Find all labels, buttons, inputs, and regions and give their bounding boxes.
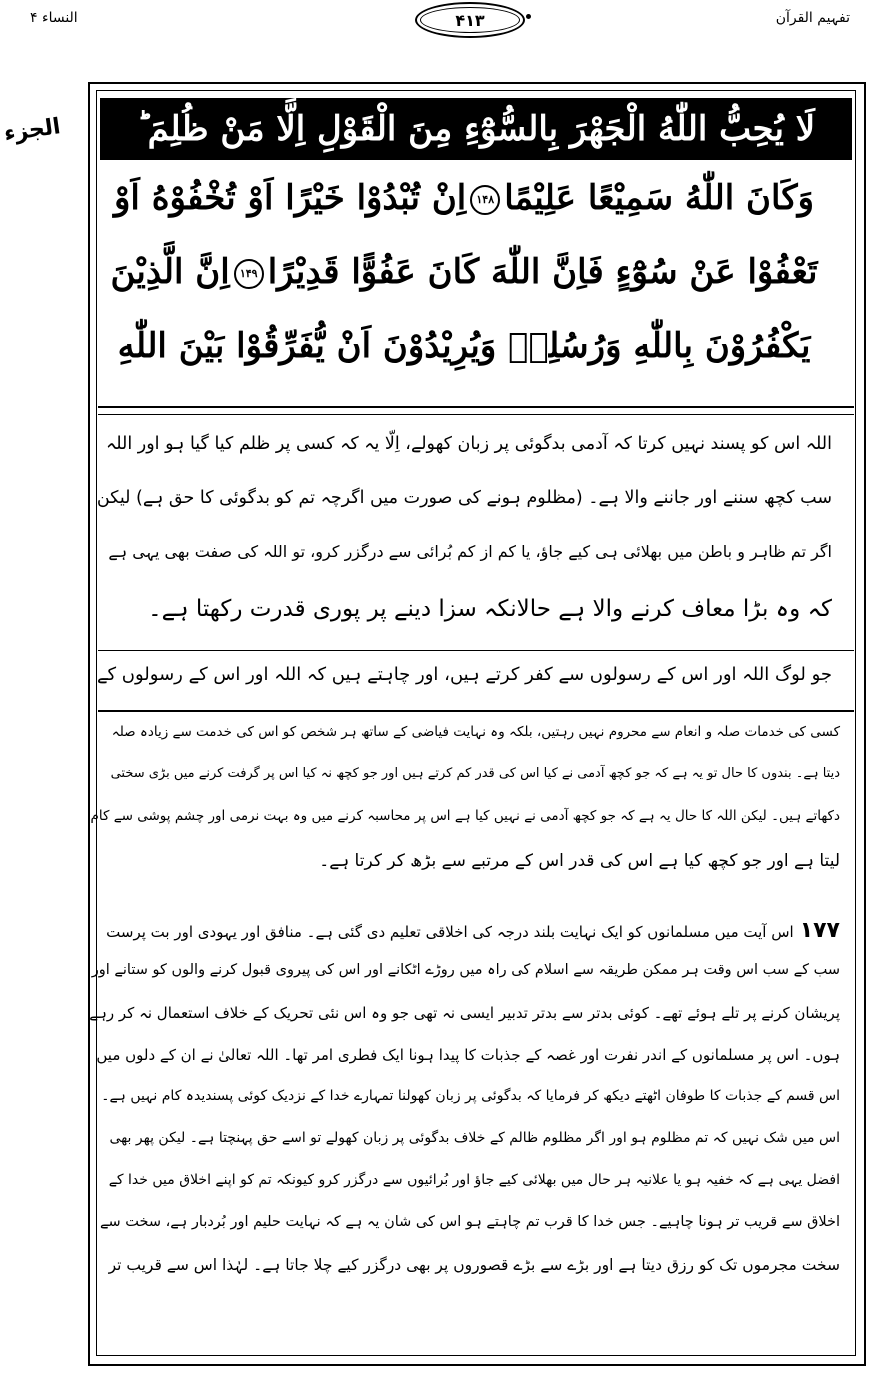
commentary-line: سب کے سب اس وقت ہر ممکن طریقہ سے اسلام کی راہ میں روڑے اٹکانے اور اس کی پیروی قبول کرنے والوں کو ستانے اور bbox=[91, 962, 840, 978]
translation-line-1: اللہ اس کو پسند نہیں کرتا کہ آدمی بدگوئی پر زبان کھولے، اِلّا یہ کہ کسی پر ظلم کیا گیا ہو اور اللہ bbox=[105, 434, 832, 454]
surah-name-header: النساء ۴ bbox=[30, 10, 78, 26]
translation-line-5: جو لوگ اللہ اور اس کے رسولوں سے کفر کرتے ہیں، اور چاہتے ہیں کہ اللہ اور اس کے رسولوں کے bbox=[96, 664, 832, 685]
verse-title-bar bbox=[100, 98, 852, 160]
ayah-marker-149: ۱۴۹ bbox=[234, 259, 264, 289]
juz-marker: الجزء bbox=[2, 113, 62, 147]
note-number: ۱۷۷ bbox=[799, 918, 840, 943]
commentary-line: دیتا ہے۔ بندوں کا حال تو یہ ہے کہ جو کچھ آدمی نے کیا اس کی قدر کم کرتے ہیں اور جو کچھ نہ کیا اس پر گرفت کرنے میں بڑی سختی bbox=[110, 766, 840, 781]
quran-line-1: وَكَانَ اللّٰهُ سَمِيْعًا عَلِيْمًا۱۴۸اِنْ تُبْدُوْا خَيْرًا اَوْ تُخْفُوْهُ اَوْ bbox=[114, 178, 814, 218]
commentary-line: سخت مجرموں تک کو رزق دیتا ہے اور بڑے سے بڑے قصوروں پر بھی درگزر کیے چلا جاتا ہے۔ لہٰذا اس سے قریب تر bbox=[108, 1256, 840, 1274]
header-dot bbox=[526, 14, 531, 19]
commentary-divider bbox=[98, 710, 854, 712]
commentary-note-177: ۱۷۷اس آیت میں مسلمانوں کو ایک نہایت بلند درجہ کی اخلاقی تعلیم دی گئی ہے۔ منافق اور یہودی اور بت پرست bbox=[106, 918, 840, 943]
commentary-line: دکھاتے ہیں۔ لیکن اللہ کا حال یہ ہے کہ جو کچھ آدمی نے نہیں کیا ہے اس پر محاسبہ کرنے میں وہ بہت نرمی اور چشم پوشی سے کام bbox=[90, 808, 840, 824]
translation-line-4: کہ وہ بڑا معاف کرنے والا ہے حالانکہ سزا دینے پر پوری قدرت رکھتا ہے۔ bbox=[148, 596, 832, 622]
commentary-line: ہوں۔ اس پر مسلمانوں کے اندر نفرت اور غصہ کے جذبات کا پیدا ہونا ایک فطری امر تھا۔ اللہ تعالیٰ نے ان کے دلوں میں bbox=[96, 1046, 840, 1064]
quran-line-3: يَكْفُرُوْنَ بِاللّٰهِ وَرُسُلِهٖ وَيُرِيْدُوْنَ اَنْ يُّفَرِّقُوْا بَيْنَ اللّٰهِ bbox=[117, 326, 811, 366]
section-divider bbox=[98, 406, 854, 415]
book-title-header: تفہیم القرآن bbox=[775, 10, 850, 26]
commentary-line: کسی کی خدمات صلہ و انعام سے محروم نہیں رہتیں، بلکہ وہ نہایت فیاضی کے ساتھ ہر شخص کو اس کی خدمت سے زیادہ صلہ bbox=[111, 724, 840, 740]
commentary-line: اخلاق سے قریب تر ہونا چاہیے۔ جس خدا کا قرب تم چاہتے ہو اس کی شان یہ ہے کہ نہایت حلیم اور بُردبار ہے، سخت سے bbox=[100, 1214, 840, 1230]
translation-divider bbox=[98, 650, 854, 651]
commentary-line: لیتا ہے اور جو کچھ کیا ہے اس کی قدر اس کے مرتبے سے بڑھ کر کرتا ہے۔ bbox=[319, 851, 840, 871]
commentary-line: پریشان کرنے پر تلے ہوئے تھے۔ کوئی بدتر سے بدتر تدبیر ایسی نہ تھی جو وہ اس نئی تحریک کے خلاف استعمال نہ کر رہے bbox=[89, 1004, 840, 1022]
ayah-marker-148: ۱۴۸ bbox=[470, 185, 500, 215]
commentary-line: اس قسم کے جذبات کا طوفان اٹھتے دیکھ کر فرمایا کہ بدگوئی پر زبان کھولنا تمہارے خدا کے نزدیک کوئی پسندیدہ کام نہیں ہے۔ bbox=[101, 1088, 840, 1104]
page-number: ۴۱۳ bbox=[415, 2, 525, 38]
commentary-line: افضل یہی ہے کہ خفیہ ہو یا علانیہ ہر حال میں بھلائی کیے جاؤ اور بُرائیوں سے درگزر کرو کیونکہ تم کو اپنے اخلاق میں خدا کے bbox=[108, 1172, 840, 1188]
translation-line-3: اگر تم ظاہر و باطن میں بھلائی ہی کیے جاؤ، یا کم از کم بُرائی سے درگزر کرو، تو اللہ کی صفت بھی یہی ہے bbox=[108, 542, 832, 561]
quran-line-2: تَعْفُوْا عَنْ سُوْٓءٍ فَاِنَّ اللّٰهَ كَانَ عَفُوًّا قَدِيْرًا۱۴۹اِنَّ الَّذِيْنَ bbox=[110, 252, 818, 292]
title-verse: لَا يُحِبُّ اللّٰهُ الْجَهْرَ بِالسُّوْٓءِ مِنَ الْقَوْلِ اِلَّا مَنْ ظُلِمَ ؕ bbox=[136, 109, 816, 149]
commentary-line: اس میں شک نہیں کہ تم مظلوم ہو اور اگر مظلوم ظالم کے خلاف بدگوئی پر زبان کھولے تو اسے حق پہنچتا ہے۔ لیکن پھر بھی bbox=[109, 1130, 840, 1146]
translation-line-2: سب کچھ سننے اور جاننے والا ہے۔ (مظلوم ہونے کی صورت میں اگرچہ تم کو بدگوئی کا حق ہے) لیکن bbox=[96, 488, 832, 508]
